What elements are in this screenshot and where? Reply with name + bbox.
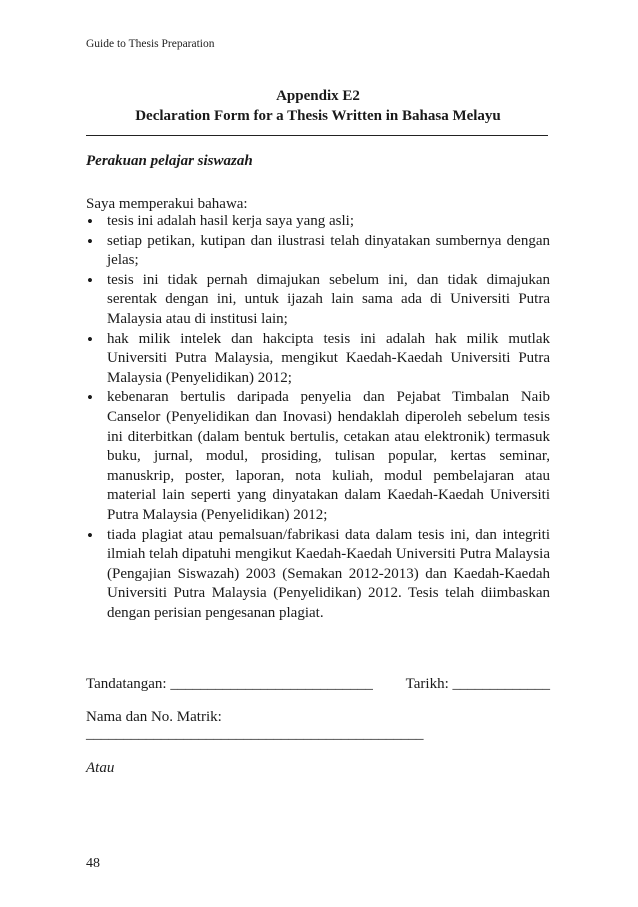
declaration-item-6: • tiada plagiat atau pemalsuan/fabrikasi data dalam tesis ini, dan integriti ilmiah telah dipatuhi mengikut Kaedah-Kaedah Universiti Putra Malaysia (Pengajian Siswazah) 2003 (Semakan 2012-2013) dan Kaedah-Kaedah Universiti Putra Malaysia (Penyelidikan) 2012. Tesis telah diimbaskan dengan perisian pengesanan plagiat.: [86, 526, 550, 624]
title-block: [86, 86, 550, 126]
page-number: 48: [86, 856, 100, 871]
name-matric-row: [86, 709, 550, 743]
signature-field-label: Tandatangan: ___________________________: [86, 676, 373, 692]
declaration-list: [86, 212, 550, 623]
section-heading: Perakuan pelajar siswazah: [86, 153, 253, 169]
name-matric-field-label: Nama dan No. Matrik: _____________________________________________: [86, 709, 424, 742]
declaration-item-1: • tesis ini adalah hasil kerja saya yang asli;: [86, 212, 550, 232]
declaration-item-3: • tesis ini tidak pernah dimajukan sebelum ini, dan tidak dimajukan serentak dengan ini, untuk ijazah lain sama ada di Universiti Putra Malaysia atau di institusi lain;: [86, 271, 550, 330]
date-field-label: Tarikh: _____________: [405, 676, 550, 692]
appendix-title: Appendix E2: [276, 88, 360, 104]
signature-row: [86, 676, 550, 693]
declaration-item-4: • hak milik intelek dan hakcipta tesis ini adalah hak milik mutlak Universiti Putra Malaysia, mengikut Kaedah-Kaedah Universiti Putra Malaysia (Penyelidikan) 2012;: [86, 330, 550, 389]
declaration-intro: Saya memperakui bahawa:: [86, 196, 248, 212]
title-rule: [86, 135, 548, 136]
declaration-item-2: • setiap petikan, kutipan dan ilustrasi telah dinyatakan sumbernya dengan jelas;: [86, 232, 550, 271]
running-header: Guide to Thesis Preparation: [86, 38, 215, 50]
declaration-item-5: • kebenaran bertulis daripada penyelia dan Pejabat Timbalan Naib Canselor (Penyelidikan dan Inovasi) hendaklah diperoleh sebelum tesis ini diterbitkan (dalam bentuk bertulis, cetakan atau elektronik) termasuk buku, jurnal, modul, prosiding, tulisan popular, kertas seminar, manuskrip, poster, laporan, nota kuliah, modul pembelajaran atau material lain seperti yang dinyatakan dalam Kaedah-Kaedah Universiti Putra Malaysia (Penyelidikan) 2012;: [86, 388, 550, 525]
appendix-subtitle: Declaration Form for a Thesis Written in Bahasa Melayu: [135, 108, 501, 124]
alternative-label: Atau: [86, 760, 115, 776]
